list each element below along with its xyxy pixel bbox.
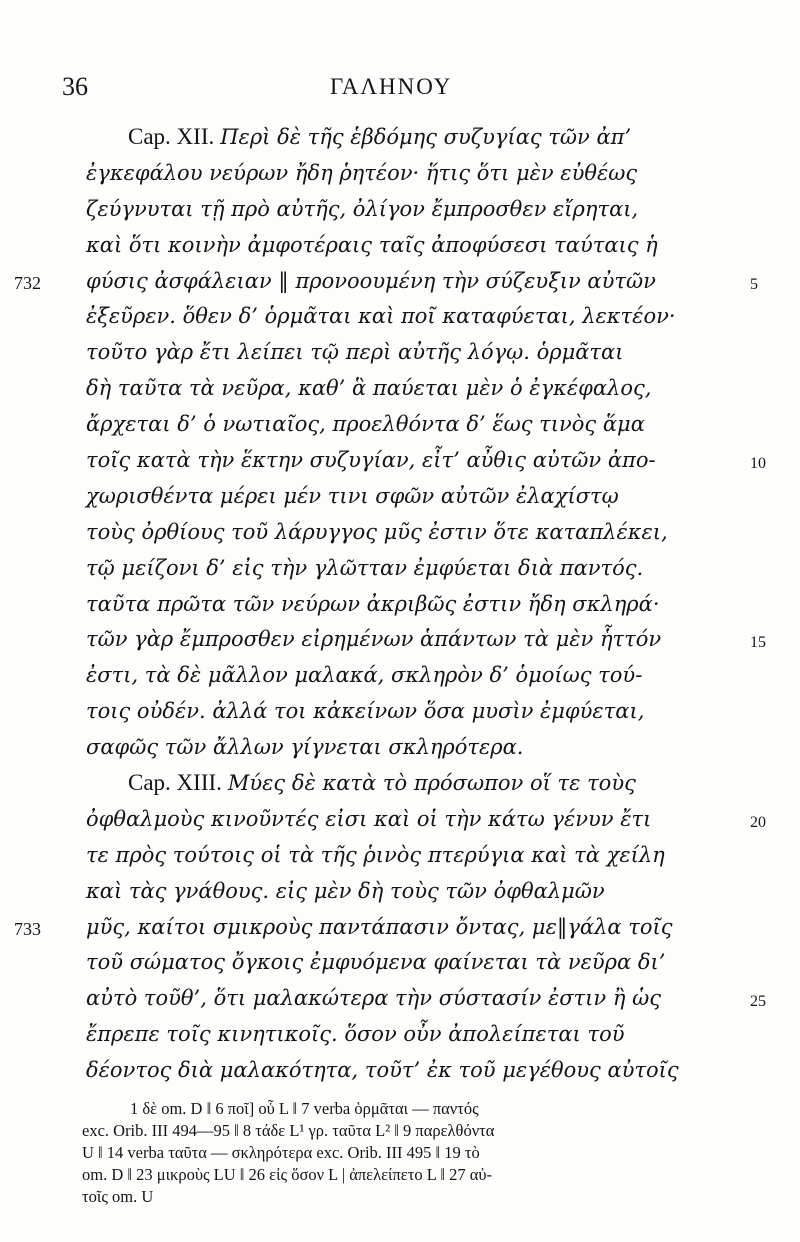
text-line [0, 1015, 800, 1051]
text-line [0, 1051, 800, 1087]
text-line [0, 477, 800, 513]
line-text [80, 409, 740, 439]
greek-text: ζεύγνυται τῇ πρὸ αὐτῆς, ὀλίγον ἔμπροσθεν εἴρηται, [86, 196, 639, 221]
chapter-marker: Cap. XIII. [128, 770, 222, 796]
greek-text: φύσις ἀσφάλειαν ‖ προνοουμένη τὴν σύζευξιν αὐτῶν [86, 268, 656, 293]
greek-text: αὐτὸ τοῦθ’, ὅτι μαλακώτερα τὴν σύστασίν ἐστιν ἢ ὡς [86, 986, 661, 1011]
greek-text: τοις οὐδέν. ἀλλά τοι κἀκείνων ὅσα μυσὶν ἐμφύεται, [86, 699, 645, 724]
line-text [80, 912, 740, 942]
line-text [80, 337, 740, 367]
greek-text: καὶ τὰς γνάθους. εἰς μὲν δὴ τοὺς τῶν ὀφθαλμῶν [86, 878, 605, 903]
line-text [80, 660, 740, 690]
line-text [80, 876, 740, 906]
text-line [0, 620, 800, 656]
text-line [0, 369, 800, 405]
text-line [0, 764, 800, 800]
text-line [0, 836, 800, 872]
text-line [0, 513, 800, 549]
greek-text: ὀφθαλμοὺς κινοῦντές εἰσι καὶ οἱ τὴν κάτω γένυν ἔτι [86, 806, 652, 831]
line-number: 15 [750, 634, 766, 652]
text-line [0, 405, 800, 441]
line-text [80, 624, 740, 654]
apparatus-line [0, 1186, 800, 1208]
apparatus-line [0, 1098, 800, 1120]
greek-text: δέοντος διὰ μαλακότητα, τοῦτ’ ἐκ τοῦ μεγέθους αὐτοῖς [86, 1058, 679, 1083]
line-text [80, 1055, 740, 1085]
text-line [0, 872, 800, 908]
text-line [0, 656, 800, 692]
line-text [80, 804, 740, 834]
line-text [80, 983, 740, 1013]
apparatus-text: om. D ‖ 23 μικροὺς LU ‖ 26 εἰς ὅσον L | ἀπελείπετο L ‖ 27 αὐ- [82, 1165, 493, 1184]
text-line [0, 585, 800, 621]
main-text [0, 118, 800, 1087]
greek-text: καὶ ὅτι κοινὴν ἀμφοτέραις ταῖς ἀποφύσεσι ταύταις ἡ [86, 232, 658, 257]
text-line [0, 154, 800, 190]
line-number: 25 [750, 993, 766, 1011]
greek-text: τε πρὸς τούτοις οἱ τὰ τῆς ῥινὸς πτερύγια καὶ τὰ χείλη [86, 842, 665, 867]
text-line [0, 549, 800, 585]
line-text [80, 266, 740, 296]
apparatus-text: exc. Orib. III 494—95 ‖ 8 τάδε L¹ γρ. ταῦτα L² ‖ 9 παρελθόντα [82, 1121, 495, 1140]
margin-reference-number: 733 [14, 918, 41, 939]
line-number: 20 [750, 813, 766, 831]
text-line [0, 262, 800, 298]
greek-text: δὴ ταῦτα τὰ νεῦρα, καθ’ ἃ παύεται μὲν ὁ ἐγκέφαλος, [86, 376, 652, 401]
text-line [0, 800, 800, 836]
greek-text: ἔπρεπε τοῖς κινητικοῖς. ὅσον οὖν ἀπολείπεται τοῦ [86, 1022, 625, 1047]
line-text [80, 194, 740, 224]
greek-text: ἐξεῦρεν. ὅθεν δ’ ὁρμᾶται καὶ ποῖ καταφύεται, λεκτέον· [86, 304, 676, 329]
greek-text: ἐγκεφάλου νεύρων ἤδη ῥητέον· ἥτις ὅτι μὲν εὐθέως [86, 160, 638, 185]
text-line [0, 692, 800, 728]
text-line [0, 297, 800, 333]
greek-text: τοὺς ὀρθίους τοῦ λάρυγγος μῦς ἐστιν ὅτε καταπλέκει, [86, 519, 668, 544]
greek-text: ἐστι, τὰ δὲ μᾶλλον μαλακά, σκληρὸν δ’ ὁμοίως τού- [86, 663, 643, 688]
critical-apparatus [0, 1098, 800, 1208]
running-title: ΓΑΛΗΝΟΥ [330, 74, 453, 99]
greek-text: Περὶ δὲ τῆς ἑβδόμης συζυγίας τῶν ἀπ’ [220, 125, 632, 149]
line-text [80, 158, 740, 188]
text-line [0, 943, 800, 979]
greek-text: μῦς, καίτοι σμικροὺς παντάπασιν ὄντας, με‖γάλα τοῖς [86, 914, 673, 939]
line-text [80, 732, 740, 762]
line-text [80, 517, 740, 547]
greek-text: σαφῶς τῶν ἄλλων γίγνεται σκληρότερα. [86, 735, 524, 760]
greek-text: τοῦ σώματος ὄγκοις ἐμφυόμενα φαίνεται τὰ νεῦρα δι’ [86, 950, 666, 975]
chapter-marker: Cap. XII. [128, 124, 215, 149]
apparatus-text: τοῖς om. U [82, 1187, 154, 1206]
line-number: 10 [750, 455, 766, 473]
margin-reference-number: 732 [14, 272, 41, 293]
line-text [80, 840, 740, 870]
apparatus-line [0, 1120, 800, 1142]
apparatus-text: 1 δὲ om. D ‖ 6 ποῖ] οὗ L ‖ 7 verba ὁρμᾶται — παντός [130, 1099, 479, 1118]
text-line [0, 118, 800, 154]
line-text [80, 1019, 740, 1049]
greek-text: ἄρχεται δ’ ὁ νωτιαῖος, προελθόντα δ’ ἕως τινὸς ἅμα [86, 412, 645, 437]
greek-text: τοῖς κατὰ τὴν ἕκτην συζυγίαν, εἶτ’ αὖθις αὐτῶν ἀπο- [86, 448, 656, 473]
apparatus-line [0, 1142, 800, 1164]
line-text [80, 553, 740, 583]
line-text [80, 696, 740, 726]
page-header [0, 72, 800, 112]
text-line [0, 979, 800, 1015]
greek-text: Μύες δὲ κατὰ τὸ πρόσωπον οἵ τε τοὺς [227, 771, 636, 796]
line-text [80, 230, 740, 260]
text-line [0, 190, 800, 226]
greek-text: τῶν γὰρ ἔμπροσθεν εἰρημένων ἁπάντων τὰ μὲν ἧττόν [86, 627, 662, 652]
text-line [0, 226, 800, 262]
line-text [128, 768, 740, 798]
greek-text: χωρισθέντα μέρει μέν τινι σφῶν αὐτῶν ἐλαχίστῳ [86, 483, 619, 508]
line-text [80, 589, 740, 619]
greek-text: τοῦτο γὰρ ἔτι λείπει τῷ περὶ αὐτῆς λόγῳ. ὁρμᾶται [86, 340, 624, 365]
line-text [80, 373, 740, 403]
line-text [80, 301, 740, 331]
text-line [0, 728, 800, 764]
apparatus-line [0, 1164, 800, 1186]
apparatus-text: U ‖ 14 verba ταῦτα — σκληρότερα exc. Orib. III 495 ‖ 19 τὸ [82, 1143, 480, 1162]
text-line [0, 333, 800, 369]
line-text [80, 481, 740, 511]
greek-text: ταῦτα πρῶτα τῶν νεύρων ἀκριβῶς ἐστιν ἤδη σκληρά· [86, 591, 660, 616]
line-text [80, 445, 740, 475]
line-text [128, 122, 740, 152]
text-line [0, 441, 800, 477]
page-number: 36 [62, 72, 88, 101]
line-number: 5 [750, 275, 758, 293]
text-line [0, 908, 800, 944]
greek-text: τῷ μείζονι δ’ εἰς τὴν γλῶτταν ἐμφύεται διὰ παντός. [86, 555, 644, 580]
line-text [80, 947, 740, 977]
